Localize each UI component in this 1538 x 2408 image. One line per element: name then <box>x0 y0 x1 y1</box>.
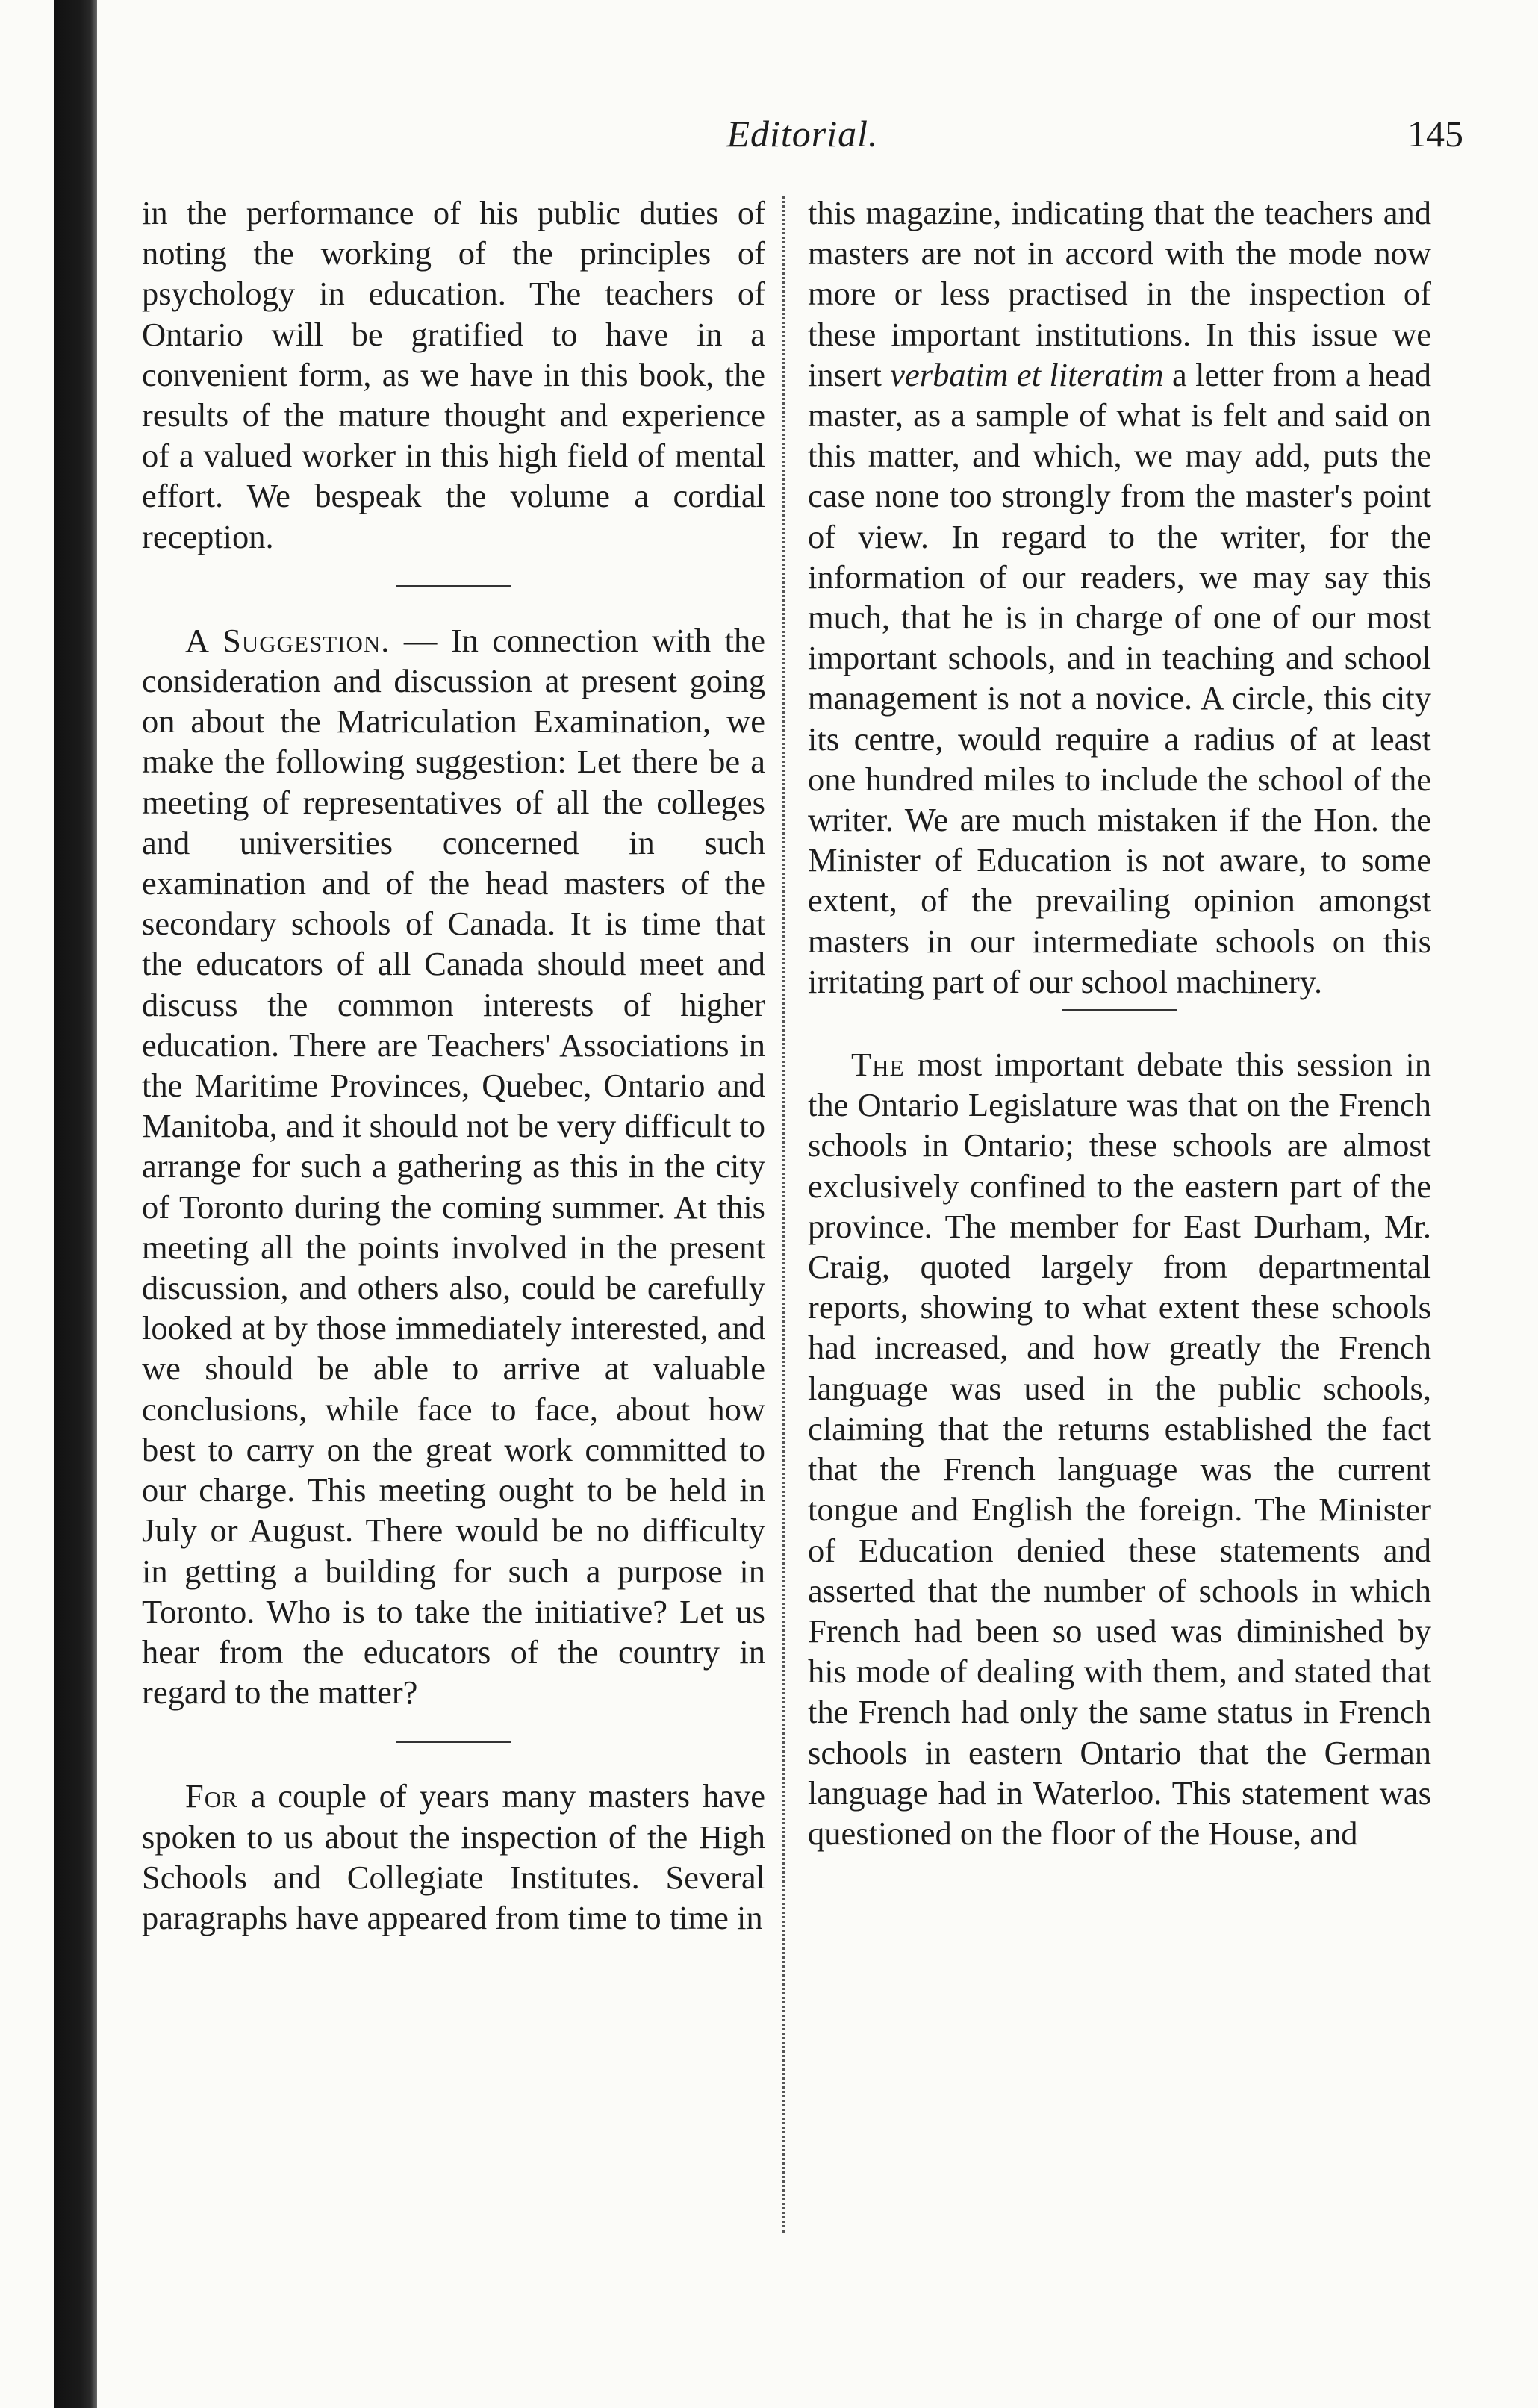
paragraph-suggestion <box>142 620 765 1712</box>
section-divider <box>396 585 511 587</box>
paragraph-lead: The <box>851 1046 905 1084</box>
column-divider <box>782 196 785 2233</box>
paragraph-lead: For <box>185 1777 238 1815</box>
paragraph-inspection-continued <box>808 193 1431 1002</box>
section-divider <box>396 1741 511 1743</box>
right-column <box>808 193 1431 1853</box>
latin-phrase: verbatim et literatim <box>890 355 1164 393</box>
paragraph-text: a letter from a head master, as a sample of what is felt and said on this matter, and which, we may add, puts the case none too strongly from the master's point of view. In regard to the writer, for the information of our readers, we may say this much, that he is in charge of one of our most important schools, and in teaching and school management is not a novice. A circle, this city its centre, would require a radius of at least one hundred miles to include the school of the writer. We are much mistaken if the Hon. the Minister of Education is not aware, to some extent, of the prevailing opinion amongst masters in our intermediate schools on this irritating part of our school machinery. <box>808 355 1431 1000</box>
section-divider <box>1062 1009 1177 1011</box>
paragraph-french-schools <box>808 1044 1431 1853</box>
paragraph-text: — In connection with the consideration and discussion at present going on about the Matriculation Examination, we make the following suggestion: Let there be a meeting of representatives of all the colleges and universities concerned in such examination and of the head masters of the secondary schools of Canada. It is time that the educators of all Canada should meet and discuss the common interests of higher education. There are Teachers' Associations in the Maritime Provinces, Quebec, Ontario and Manitoba, and it should not be very difficult to arrange for such a gathering as this in the city of Toronto during the coming summer. At this meeting all the points involved in the present discussion, and others also, could be carefully looked at by those immediately interested, and we should be able to arrive at valuable conclusions, while face to face, about how best to carry on the great work committed to our charge. This meeting ought to be held in July or August. There would be no difficulty in getting a building for such a purpose in Toronto. Who is to take the initiative? Let us hear from the educators of the country in regard to the matter? <box>142 621 765 1712</box>
page-number: 145 <box>1407 113 1463 155</box>
book-binding-edge <box>54 0 97 2408</box>
page-header <box>142 112 1463 164</box>
paragraph-inspection <box>142 1776 765 1938</box>
paragraph-text: a couple of years many masters have spoken to us about the inspection of the High Schools and Collegiate Institutes. Several paragraphs have appeared from time to time in <box>142 1777 765 1936</box>
left-column <box>142 193 765 1938</box>
running-title: Editorial. <box>726 113 879 155</box>
paragraph-text: this magazine, indicating that the teachers and masters are not in accord with the mode now more or less practised in the inspection of these important institutions. In this issue we insert <box>808 194 1431 393</box>
paragraph-lead: A Suggestion. <box>185 621 390 659</box>
paragraph-text: most important debate this session in the Ontario Legislature was that on the French schools in Ontario; these schools are almost exclusively confined to the eastern part of the province. The member for East Durham, Mr. Craig, quoted largely from departmental reports, showing to what extent these schools had increased, and how greatly the French language was used in the public schools, claiming that the returns established the fact that the French language was the current tongue and English the foreign. The Minister of Education denied these statements and asserted that the number of schools in which French had been so used was diminished by his mode of dealing with them, and stated that the French had only the same status in French schools in eastern Ontario that the German language had in Waterloo. This statement was questioned on the floor of the House, and <box>808 1046 1431 1852</box>
paragraph-psychology-book: in the performance of his public duties of noting the working of the principles of psychology in education. The teachers of Ontario will be gratified to have in a convenient form, as we have in this book, the results of the mature thought and experience of a valued worker in this high field of mental effort. We bespeak the volume a cordial reception. <box>142 194 765 555</box>
